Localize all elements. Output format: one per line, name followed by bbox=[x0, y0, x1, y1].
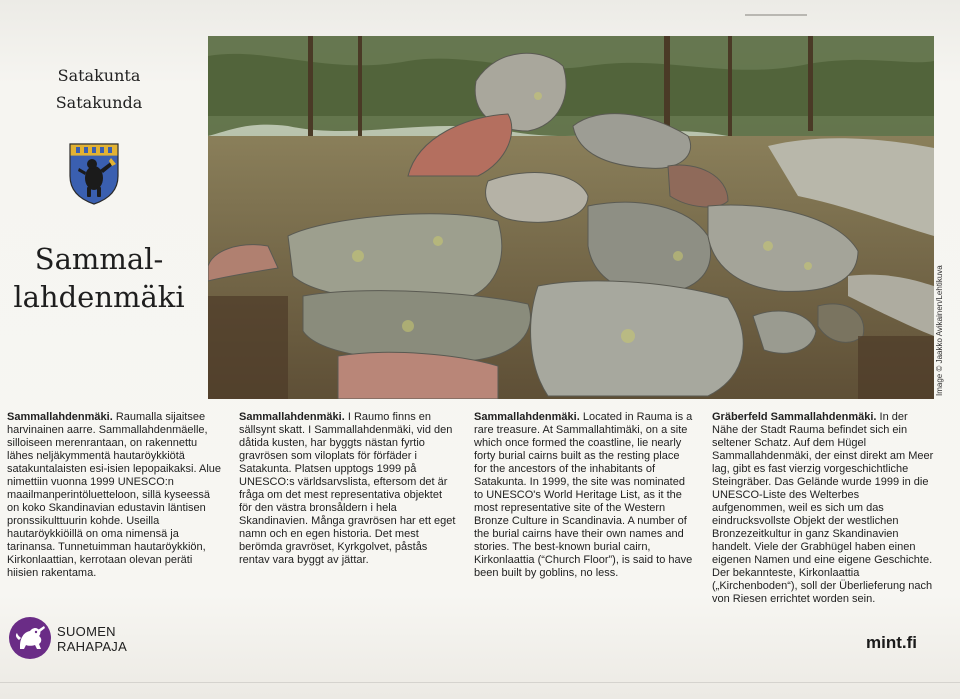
column-body: Raumalla sijaitsee harvinainen aarre. Sammallahdenmäelle, silloiseen merenrantaan, on rakennettu lähes neljäkymmentä hautaröykkiötä satakuntalaisten esi-isien lepopaikaksi. Alue nimettiin vuonna 1999 UNESCO:n maailmanperintöluetteloon, sillä kyseessä on koko Skandinavian edustavin läntisen pronssikulttuurin kohde. Useilla hautaröykkiöillä on oma nimensä ja tarinansa. Tunnetuimman hautaröykkiön, Kirkonlaattian, kerrotaan olevan peräti hiisien rakentama. bbox=[7, 411, 222, 579]
forest-trees bbox=[208, 36, 934, 146]
region-finnish: Satakunta bbox=[57, 66, 141, 85]
text-column-swedish bbox=[239, 411, 457, 567]
column-body: In der Nähe der Stadt Rauma befindet sich ein seltener Schatz. Auf dem Hügel Sammallahdenmäki, der einst direkt am Meer lag, gibt es fast vierzig vorgeschichtliche Steingräber. Das Gelände wurde 1999 in die UNESCO-Liste des Welterbes aufgenommen, weil es sich um das eindrucksvollste Objekt der westlichen Bronzezeitkultur in ganz Skandinavien handelt. Viele der Grabhügel haben einen eigenen Namen und eine eigene Geschichte. Der bekannteste, Kirkonlaattia („Kirchenboden“), soll der Überlieferung nach von Riesen errichtet worden sein. bbox=[712, 411, 934, 605]
suomen-rahapaja-lion-logo-icon bbox=[8, 616, 52, 660]
bottom-divider bbox=[0, 682, 960, 683]
brand-line-2: RAHAPAJA bbox=[57, 639, 128, 654]
scan-mark bbox=[745, 14, 807, 16]
satakunta-coat-of-arms-icon bbox=[68, 142, 120, 206]
column-lead: Sammallahdenmäki. bbox=[474, 411, 583, 423]
brand-name bbox=[57, 624, 127, 654]
column-body: I Raumo finns en sällsynt skatt. I Sammallahdenmäki, vid den dåtida kusten, har byggts nästan fyrtio gravrösen som viloplats för förfäder i Satakunta. Platsen upptogs 1999 på UNESCO:s världsarvslista, eftersom det är fråga om det mest representativa objektet för den västra bronsåldern i hela Skandinavien. Många gravrösen har ett eget namn och en egen historia. Det mest berömda gravröset, Kyrkgolvet, påstås rentav vara byggt av jättar. bbox=[239, 411, 456, 566]
title-line-1: Sammal- bbox=[34, 242, 164, 276]
page-title bbox=[4, 240, 194, 316]
photo-credit: Image © Jaakko Avikainen/Lehtikuva bbox=[935, 265, 944, 396]
title-line-2: lahdenmäki bbox=[13, 280, 185, 314]
text-column-english bbox=[474, 411, 694, 580]
column-lead: Sammallahdenmäki. bbox=[7, 411, 116, 423]
brand-line-1: SUOMEN bbox=[57, 624, 116, 639]
text-column-german bbox=[712, 411, 934, 606]
text-column-finnish bbox=[7, 411, 225, 580]
website-link[interactable]: mint.fi bbox=[866, 633, 917, 652]
region-swedish: Satakunda bbox=[55, 93, 143, 112]
region-heading bbox=[14, 62, 184, 116]
column-lead: Sammallahdenmäki. bbox=[239, 411, 348, 423]
column-body: Located in Rauma is a rare treasure. At Sammallahtimäki, on a site which once formed the coastline, lie nearly forty burial cairns built as the resting place for the ancestors of the inhabitants of Satakunta. In 1999, the site was nominated to UNESCO's World Heritage List, as it the most representative site of the Western Bronze Culture in Scandinavia. A number of the burial cairns have their own names and stories. The best-known burial cairn, Kirkonlaattia (“Church Floor”), is said to have been built by goblins, no less. bbox=[474, 411, 693, 579]
burial-cairn-photo bbox=[208, 36, 934, 399]
column-lead: Gräberfeld Sammallahdenmäki. bbox=[712, 411, 880, 423]
